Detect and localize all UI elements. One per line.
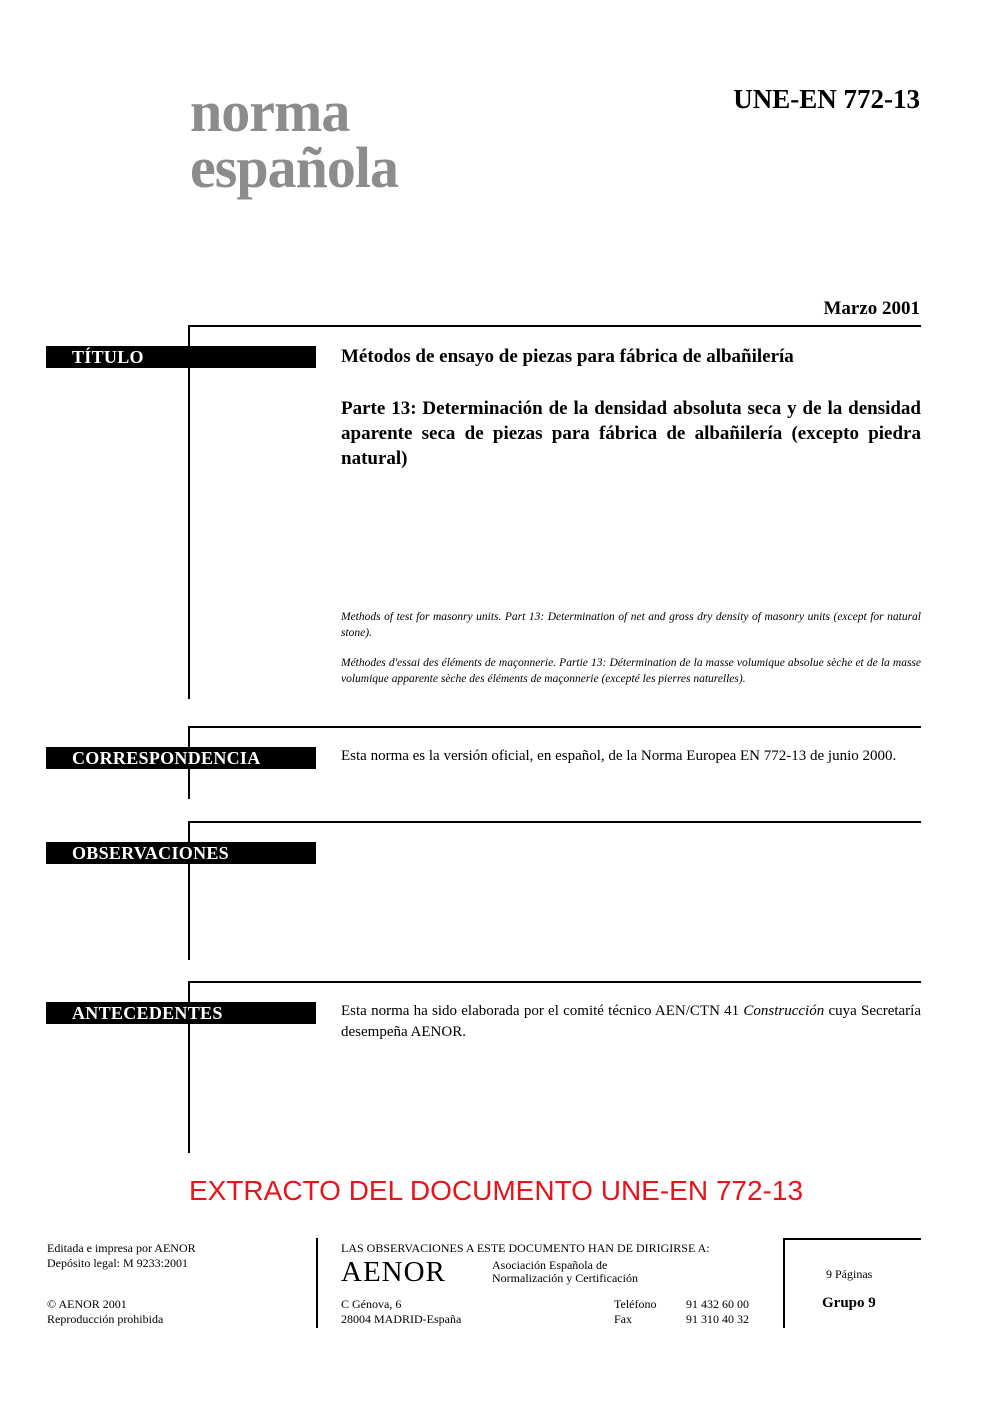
footer-edition xyxy=(47,1241,196,1271)
vertical-rule-titulo xyxy=(188,325,190,699)
contact-numbers xyxy=(686,1297,749,1327)
reproduction-notice: Reproducción prohibida xyxy=(47,1312,164,1326)
legal-deposit: Depósito legal: M 9233:2001 xyxy=(47,1256,188,1270)
page-count: 9 Páginas xyxy=(826,1267,873,1281)
org-line-1: Asociación Española de xyxy=(492,1258,608,1272)
section-label-antecedentes: ANTECEDENTES xyxy=(46,1002,316,1024)
footer-divider-left xyxy=(316,1238,318,1328)
fax-label: Fax xyxy=(614,1312,632,1326)
antecedentes-text-start: Esta norma ha sido elaborada por el comité técnico AEN/CTN 41 xyxy=(341,1003,744,1019)
antecedentes-text-end: cuya Secretaría desempeña AENOR. xyxy=(341,1003,921,1040)
address xyxy=(341,1297,461,1327)
phone-number: 91 432 60 00 xyxy=(686,1297,749,1311)
french-title: Méthodes d'essai des éléments de maçonnerie. Partie 13: Détermination de la masse volumique absolue sèche et de la masse volumique apparente sèche des éléments de maçonnerie (excepté les pierres naturelles). xyxy=(341,657,921,685)
section-label-correspondencia: CORRESPONDENCIA xyxy=(46,747,316,769)
divider-correspondencia xyxy=(188,726,921,728)
english-title: Methods of test for masonry units. Part 13: Determination of net and gross dry density of masonry units (except for natural stone). xyxy=(341,611,921,639)
organization-name xyxy=(492,1259,638,1285)
standard-code: UNE-EN 772-13 xyxy=(733,84,920,114)
section-label-titulo: TÍTULO xyxy=(46,346,316,368)
brand-line-1: norma xyxy=(190,79,350,144)
address-line-2: 28004 MADRID-España xyxy=(341,1312,462,1326)
fax-number: 91 310 40 32 xyxy=(686,1312,749,1326)
observations-heading: LAS OBSERVACIONES A ESTE DOCUMENTO HAN DE DIRIGIRSE A: xyxy=(341,1241,710,1255)
committee-name: Construcción xyxy=(743,1003,825,1019)
footer-copyright xyxy=(47,1297,163,1327)
correspondencia-text: Esta norma es la versión oficial, en español, de la Norma Europea EN 772-13 de junio 2000. xyxy=(341,748,897,764)
address-line-1: C Génova, 6 xyxy=(341,1297,402,1311)
divider-antecedentes xyxy=(188,981,921,983)
divider-observaciones xyxy=(188,821,921,823)
copyright: © AENOR 2001 xyxy=(47,1297,127,1311)
aenor-logo: AENOR xyxy=(341,1256,446,1288)
brand-title xyxy=(190,79,398,200)
antecedentes-text xyxy=(341,1001,921,1043)
divider-titulo xyxy=(188,325,921,327)
price-group: Grupo 9 xyxy=(822,1295,876,1311)
section-label-observaciones: OBSERVACIONES xyxy=(46,842,316,864)
edited-by: Editada e impresa por AENOR xyxy=(47,1241,196,1255)
main-title: Métodos de ensayo de piezas para fábrica de albañilería xyxy=(341,346,794,367)
phone-label: Teléfono xyxy=(614,1297,657,1311)
footer-box-top xyxy=(783,1238,921,1240)
extract-watermark: EXTRACTO DEL DOCUMENTO UNE-EN 772-13 xyxy=(188,1175,804,1206)
publication-date: Marzo 2001 xyxy=(823,298,920,319)
part-title: Parte 13: Determinación de la densidad absoluta seca y de la densidad aparente seca de piezas para fábrica de albañilería (excepto piedra natural) xyxy=(341,398,921,469)
footer-divider-right xyxy=(783,1238,785,1328)
contact-labels xyxy=(614,1297,656,1327)
brand-line-2: española xyxy=(190,135,398,200)
org-line-2: Normalización y Certificación xyxy=(492,1271,638,1285)
